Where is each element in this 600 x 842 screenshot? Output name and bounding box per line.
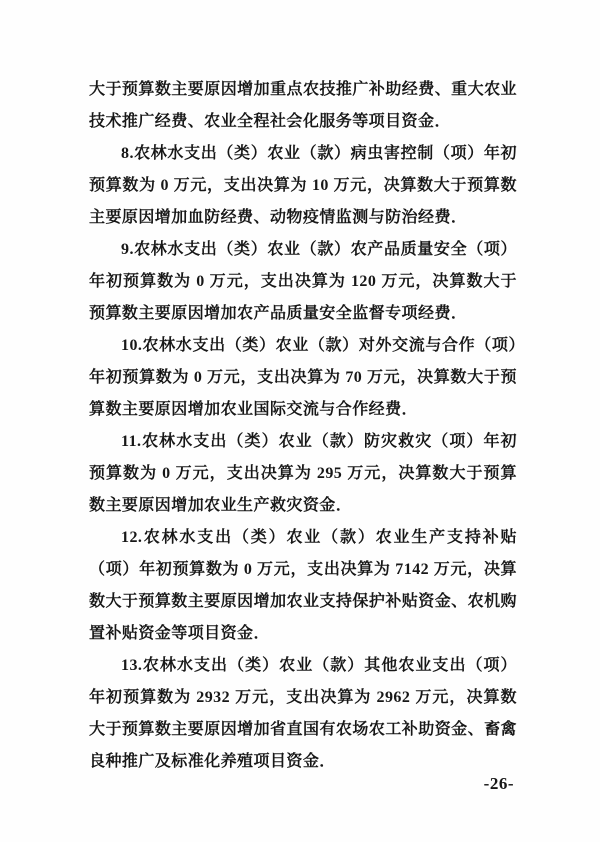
page-number: -26-: [483, 774, 514, 793]
paragraph-item-13: 13.农林水支出（类）农业（款）其他农业支出（项）年初预算数为 2932 万元，支出决算为 2962 万元，决算数大于预算数主要原因增加省直国有农场农工补助资金、畜禽良种推广及标准化养殖项目资金．: [89, 657, 517, 770]
paragraph-item-8: 8.农林水支出（类）农业（款）病虫害控制（项）年初预算数为 0 万元，支出决算为 10 万元，决算数大于预算数主要原因增加血防经费、动物疫情监测与防治经费．: [89, 145, 517, 226]
paragraph-item-11: 11.农林水支出（类）农业（款）防灾救灾（项）年初预算数为 0 万元，支出决算为 295 万元，决算数大于预算数主要原因增加农业生产救灾资金．: [89, 433, 517, 514]
paragraph-item-12: 12.农林水支出（类）农业（款）农业生产支持补贴（项）年初预算数为 0 万元，支出决算为 7142 万元，决算数大于预算数主要原因增加农业支持保护补贴资金、农机购置补贴资金等项目资金．: [89, 529, 517, 642]
paragraph-item-10: 10.农林水支出（类）农业（款）对外交流与合作（项）年初预算数为 0 万元，支出决算为 70 万元，决算数大于预算数主要原因增加农业国际交流与合作经费．: [89, 337, 517, 418]
paragraph-continuation: 大于预算数主要原因增加重点农技推广补助经费、重大农业技术推广经费、农业全程社会化服务等项目资金．: [89, 81, 517, 130]
document-body: [89, 74, 517, 778]
paragraph-item-9: 9.农林水支出（类）农业（款）农产品质量安全（项）年初预算数为 0 万元，支出决算为 120 万元，决算数大于预算数主要原因增加农产品质量安全监督专项经费．: [89, 241, 517, 322]
